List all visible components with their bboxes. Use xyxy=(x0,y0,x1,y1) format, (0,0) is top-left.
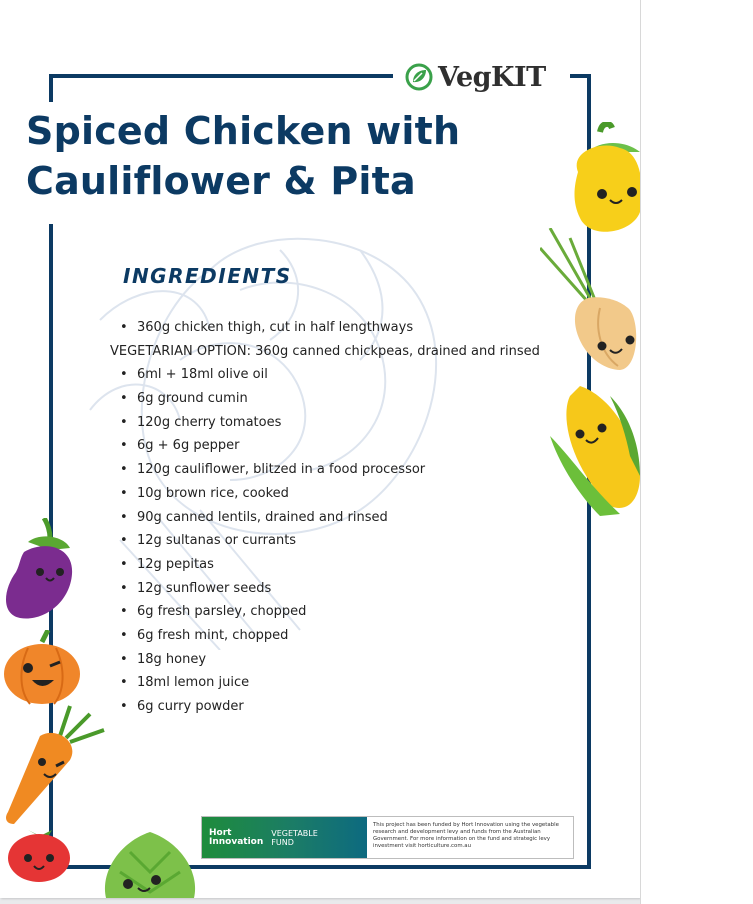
ingredient-text: 12g sunflower seeds xyxy=(137,580,272,596)
ingredient-item xyxy=(110,506,540,530)
fund-line1: VEGETABLE xyxy=(271,828,318,838)
hort-innovation-logo xyxy=(202,817,367,858)
ingredient-item xyxy=(110,624,540,648)
onion-illustration xyxy=(540,228,640,378)
bullet-icon: • xyxy=(120,627,128,643)
ingredient-text: VEGETARIAN OPTION: 360g canned chickpeas, drained and rinsed xyxy=(110,343,540,359)
org-line2: Innovation xyxy=(209,836,264,847)
bullet-icon: • xyxy=(120,438,128,454)
bullet-icon: • xyxy=(120,367,128,383)
ingredient-text: 6g ground cumin xyxy=(137,391,248,407)
ingredient-text: 90g canned lentils, drained and rinsed xyxy=(137,509,388,525)
bullet-icon: • xyxy=(120,580,128,596)
recipe-title-line2: Cauliflower & Pita xyxy=(26,159,416,203)
ingredient-item xyxy=(110,529,540,553)
vegkit-logo xyxy=(400,56,554,98)
logo-text: VegKIT xyxy=(438,61,546,93)
ingredient-text: 120g cauliflower, blitzed in a food processor xyxy=(137,462,426,478)
bullet-icon: • xyxy=(120,391,128,407)
bullet-icon: • xyxy=(120,462,128,478)
ingredient-text: 120g cherry tomatoes xyxy=(137,414,282,430)
bullet-icon: • xyxy=(120,651,128,667)
frame-left-top xyxy=(49,74,53,102)
artichoke-illustration xyxy=(100,832,200,898)
ingredient-item xyxy=(110,434,540,458)
ingredients-heading: INGREDIENTS xyxy=(123,264,292,288)
pumpkin-illustration xyxy=(2,630,82,706)
ingredient-text: 12g sultanas or currants xyxy=(137,533,297,549)
bullet-icon: • xyxy=(120,485,128,501)
frame-top-left xyxy=(49,74,393,78)
ingredient-text: 6g curry powder xyxy=(137,699,244,714)
bullet-icon: • xyxy=(120,556,128,572)
bullet-icon: • xyxy=(120,533,128,549)
ingredient-text: 6g + 6g pepper xyxy=(137,438,240,454)
leaf-logo-icon xyxy=(404,62,434,92)
funder-acknowledgement xyxy=(201,816,574,859)
ingredient-text: 18ml lemon juice xyxy=(137,675,250,691)
recipe-title-line1: Spiced Chicken with xyxy=(26,109,461,153)
ingredient-text: 12g pepitas xyxy=(137,556,214,572)
fund-line2: FUND xyxy=(271,837,294,847)
corn-illustration xyxy=(550,376,640,516)
ingredient-item xyxy=(110,411,540,435)
ingredient-text: 360g chicken thigh, cut in half lengthways xyxy=(137,320,414,335)
ingredient-item xyxy=(110,387,540,411)
bullet-icon: • xyxy=(120,509,128,525)
funding-notice: This project has been funded by Hort Innovation using the vegetable research and development levy and funds from the Australian Government. For more information on the fund and strategic levy investment visit horticulture.com.au xyxy=(373,822,559,849)
bullet-icon: • xyxy=(120,699,128,714)
ingredient-item xyxy=(110,553,540,577)
ingredient-item xyxy=(110,458,540,482)
ingredient-item xyxy=(110,577,540,601)
carrot-illustration xyxy=(0,696,110,826)
ingredient-item xyxy=(110,600,540,624)
bullet-icon: • xyxy=(120,675,128,691)
ingredient-item xyxy=(110,648,540,672)
ingredient-text: 6ml + 18ml olive oil xyxy=(137,367,268,383)
bullet-icon: • xyxy=(120,414,128,430)
ingredient-text: 18g honey xyxy=(137,651,207,667)
bullet-icon: • xyxy=(120,320,128,335)
bullet-icon: • xyxy=(120,604,128,620)
ingredient-text: 10g brown rice, cooked xyxy=(137,485,289,501)
ingredient-item xyxy=(110,316,540,340)
recipe-title xyxy=(26,106,460,206)
ingredient-item xyxy=(110,363,540,387)
ingredient-note xyxy=(110,340,540,364)
ingredient-text: 6g fresh parsley, chopped xyxy=(137,604,307,620)
ingredient-item xyxy=(110,695,540,719)
ingredient-text: 6g fresh mint, chopped xyxy=(137,627,289,643)
ingredients-list xyxy=(110,316,540,719)
ingredient-item xyxy=(110,482,540,506)
page-margin xyxy=(640,0,753,904)
tomato-illustration xyxy=(6,822,72,884)
ingredient-item xyxy=(110,671,540,695)
yellow-capsicum-illustration xyxy=(570,122,640,237)
org-line1: Hort xyxy=(209,827,232,838)
eggplant-illustration xyxy=(4,518,76,624)
